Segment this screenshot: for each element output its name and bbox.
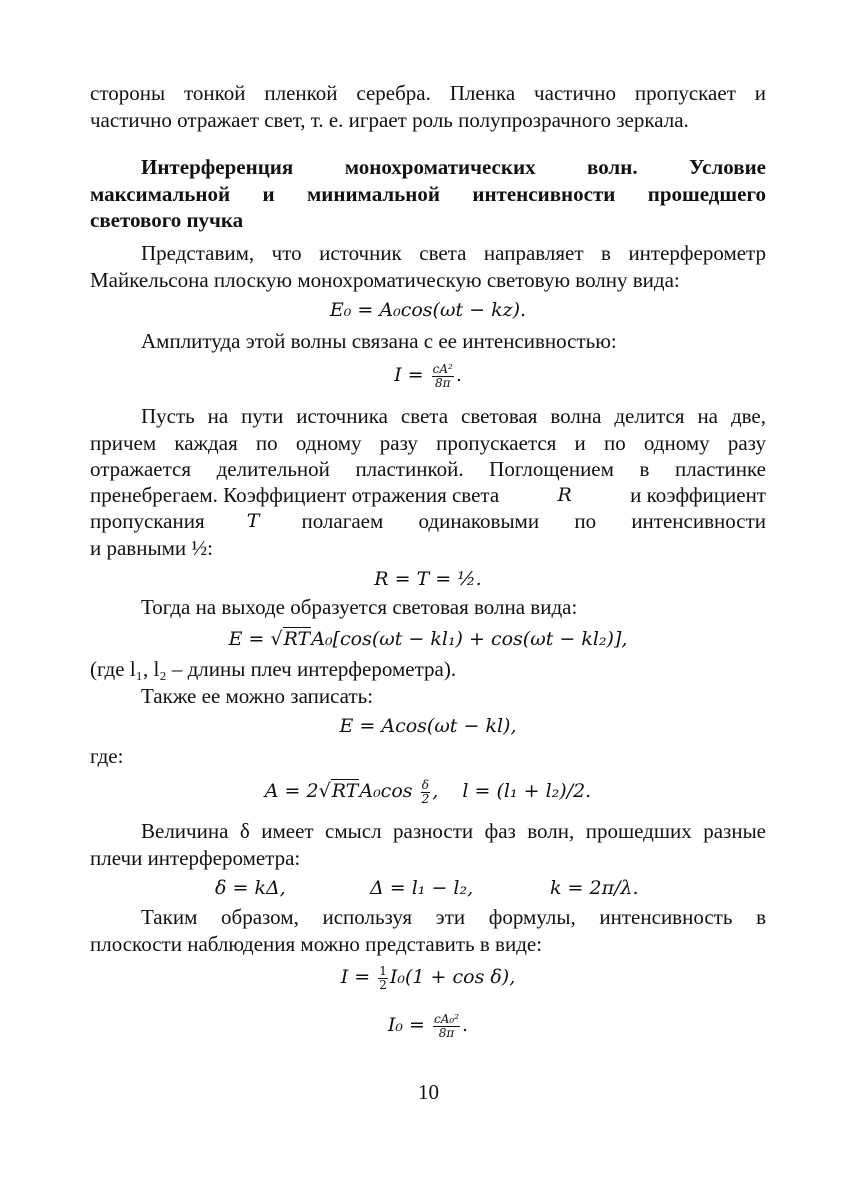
fraction (421, 779, 431, 806)
text-part: пропускания (90, 509, 205, 533)
paragraph-line: Таким образом, используя эти формулы, интенсивность в (141, 905, 766, 929)
paragraph-line: Тогда на выходе образуется световая волна вида: (141, 595, 578, 619)
paragraph-line (90, 508, 766, 534)
formula-amplitude (90, 778, 766, 806)
section-heading: светового пучка (90, 208, 244, 232)
formula-part: , l = (l₁ + l₂)/2. (432, 780, 592, 802)
formula-part: δ = kΔ, (215, 877, 286, 899)
paragraph-line: Представим, что источник света направляет в интерферометр (141, 241, 766, 265)
text-part: и коэффициент (630, 483, 766, 507)
formula-part: . (455, 364, 462, 386)
paragraph-line: (где l₁, l₂ – длины плеч интерферометра). (90, 657, 457, 681)
square-root: √RT (270, 628, 311, 650)
formula-part: Δ = l₁ − l₂, (370, 877, 474, 899)
paragraph-line: Амплитуда этой волны связана с ее интенсивностью: (141, 329, 617, 353)
formula-part: I = (340, 966, 371, 988)
paragraph-line: плечи интерферометра: (90, 846, 301, 870)
formula-i0 (90, 1012, 766, 1040)
fraction-denominator: 8π (434, 375, 451, 390)
formula-part: A₀cos (359, 780, 413, 802)
fraction-numerator: cA² (432, 361, 453, 376)
formula-part: I₀ = (387, 1014, 425, 1036)
fraction-numerator: δ (421, 777, 429, 792)
section-heading: Интерференция монохроматических волн. Условие (141, 155, 766, 179)
paragraph-line: отражается делительной пластинкой. Поглощением в пластинке (90, 457, 766, 481)
paragraph-line: где: (90, 744, 124, 768)
formula-part: . (462, 1014, 469, 1036)
formula-part: I₀(1 + cos δ), (389, 966, 516, 988)
radicand: RT (283, 628, 311, 650)
paragraph-line: причем каждая по одному разу пропускается и по одному разу (90, 431, 766, 455)
paragraph-line: Пусть на пути источника света световая волна делится на две, (141, 404, 766, 428)
paragraph-line: Величина δ имеет смысл разности фаз волн, прошедших разные (141, 819, 766, 843)
radicand: RT (331, 780, 359, 802)
formula-output-wave (90, 626, 766, 652)
paragraph-line: плоскости наблюдения можно представить в виде: (90, 932, 543, 956)
paragraph-line: частично отражает свет, т. е. играет роль полупрозрачного зеркала. (90, 108, 689, 132)
fraction-numerator: 1 (379, 963, 387, 978)
square-root: √RT (318, 780, 359, 802)
formula-rt: R = T = ½. (374, 568, 482, 590)
paragraph-line: Майкельсона плоскую монохроматическую световую волну вида: (90, 268, 680, 292)
section-heading: максимальной и минимальной интенсивности прошедшего (90, 182, 766, 206)
variable-r: R (557, 484, 572, 506)
formula-intensity (90, 362, 766, 390)
formula-wave: E₀ = A₀cos(ωt − kz). (329, 299, 527, 321)
text-part: пренебрегаем. Коэффициент отражения света (90, 483, 500, 507)
paragraph-line: Также ее можно записать: (141, 684, 374, 708)
formula-part: E = (228, 628, 265, 650)
formula-part: k = 2π/λ. (550, 877, 639, 899)
paragraph-line (90, 482, 766, 508)
formula-result-intensity (90, 964, 766, 992)
fraction-denominator: 2 (379, 977, 387, 992)
fraction-denominator: 8π (438, 1025, 455, 1040)
variable-t: T (246, 510, 260, 532)
text-part: полагаем одинаковыми по интенсивности (301, 509, 766, 533)
fraction (432, 363, 454, 390)
formula-wave-short: E = Acos(ωt − kl), (339, 715, 517, 737)
fraction (378, 965, 388, 992)
fraction-denominator: 2 (421, 791, 430, 806)
page-number: 10 (418, 1080, 439, 1104)
formula-part: A₀[cos(ωt − kl₁) + cos(ωt − kl₂)], (311, 628, 628, 650)
paragraph-line: стороны тонкой пленкой серебра. Пленка частично пропускает и (90, 81, 766, 105)
fraction (433, 1013, 460, 1040)
fraction-numerator: cA₀² (434, 1011, 460, 1026)
formula-part: I = (394, 364, 424, 386)
formula-part: A = 2 (264, 780, 319, 802)
paragraph-line: и равными ½: (90, 536, 213, 560)
